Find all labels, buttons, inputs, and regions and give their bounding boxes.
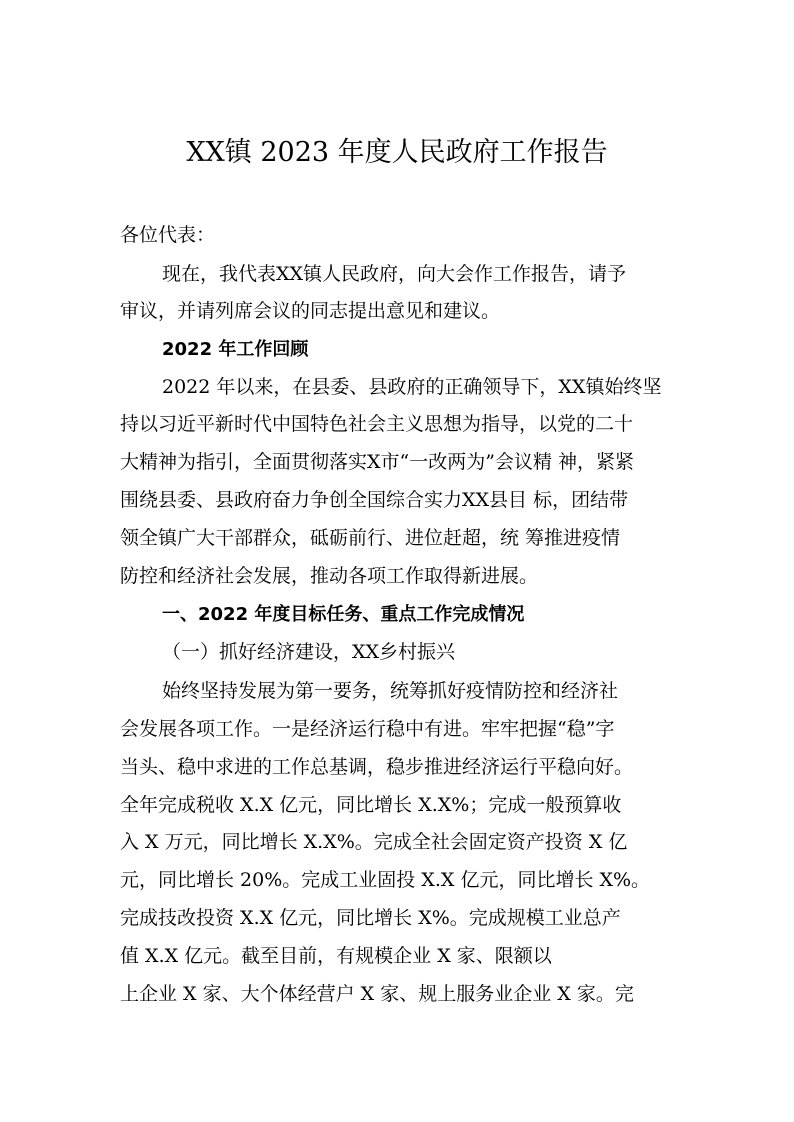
economy-line-9: 上企业 X 家、大个体经营户 X 家、规上服务业企业 X 家。完 [120,983,634,1005]
document-title: XX镇 2023 年度人民政府工作报告 [186,137,608,168]
review-line-3: 大精神为指引，全面贯彻落实X市“一改两为”会议精 神，紧紧 [120,451,634,473]
review-line-2: 持以习近平新时代中国特色社会主义思想为指导，以党的二十 [120,413,634,435]
review-line-1: 2022 年以来，在县委、县政府的正确领导下，XX镇始终坚 [162,376,662,398]
review-line-5: 领全镇广大干部群众，砥砺前行、进位赶超，统 筹推进疫情 [120,527,621,549]
economy-line-4: 全年完成税收 X.X 亿元，同比增长 X.X%；完成一般预算收 [120,794,622,816]
review-line-4: 围绕县委、县政府奋力争创全国综合实力XX县目 标，团结带 [120,489,629,511]
economy-line-1: 始终坚持发展为第一要务，统筹抓好疫情防控和经济社 [162,680,619,702]
economy-line-6: 元，同比增长 20%。完成工业固投 X.X 亿元，同比增长 X%。 [120,869,651,891]
section-review-heading: 2022 年工作回顾 [162,339,309,360]
economy-line-8: 值 X.X 亿元。截至目前，有规模企业 X 家、限额以 [120,945,552,967]
economy-line-3: 当头、稳中求进的工作总基调，稳步推进经济运行平稳向好。 [120,756,634,778]
economy-line-5: 入 X 万元，同比增长 X.X%。完成全社会固定资产投资 X 亿 [120,831,628,853]
intro-line-2: 审议，并请列席会议的同志提出意见和建议。 [120,300,501,322]
economy-line-7: 完成技改投资 X.X 亿元，同比增长 X%。完成规模工业总产 [120,907,621,929]
section-one-heading: 一、2022 年度目标任务、重点工作完成情况 [162,604,525,625]
intro-line-1: 现在，我代表XX镇人民政府，向大会作工作报告，请予 [162,263,627,285]
subsection-one-heading: （一）抓好经济建设，XX乡村振兴 [162,641,456,663]
economy-line-2: 会发展各项工作。一是经济运行稳中有进。牢牢把握“稳”字 [120,718,615,740]
review-line-6: 防控和经济社会发展，推动各项工作取得新进展。 [120,565,539,587]
salutation: 各位代表： [120,224,216,246]
